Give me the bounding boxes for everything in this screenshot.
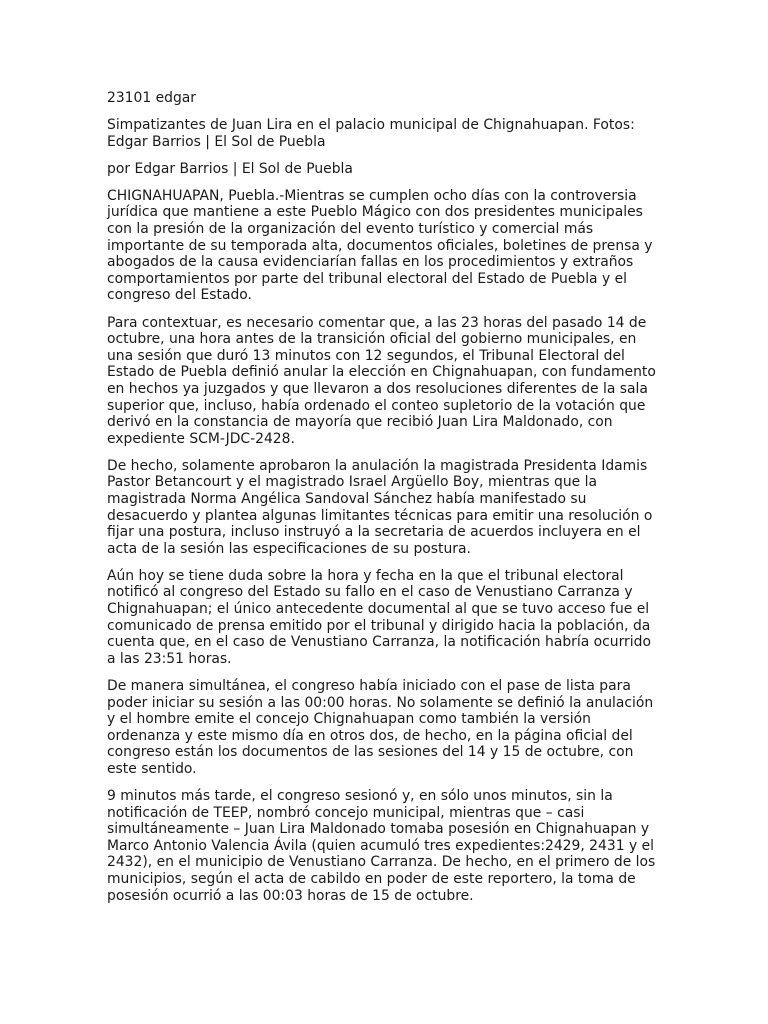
photo-caption: Simpatizantes de Juan Lira en el palacio municipal de Chignahuapan. Fotos: Edgar Barrios | El Sol de Puebla: [107, 117, 635, 150]
header-line: 23101 edgar: [107, 90, 197, 106]
paragraph: De manera simultánea, el congreso había iniciado con el pase de lista para poder iniciar su sesión a las 00:00 horas. No solamente se definió la anulación y el hombre emite el concejo Chignahuapan como también la versión ordenanza y este mismo día en otros dos, de hecho, en la página oficial del congreso están los documentos de las sesiones del 14 y 15 de octubre, con este sentido.: [107, 677, 654, 777]
paragraph: CHIGNAHUAPAN, Puebla.-Mientras se cumplen ocho días con la controversia jurídica que mantiene a este Pueblo Mágico con dos presidentes municipales con la presión de la organización del evento turístico y comercial más importante de su temporada alta, documentos oficiales, boletines de prensa y abogados de la causa evidenciarían fallas en los procedimientos y extraños comportamientos por parte del tribunal electoral del Estado de Puebla y el congreso del Estado.: [107, 187, 653, 304]
byline: por Edgar Barrios | El Sol de Puebla: [107, 160, 353, 177]
document-body: [107, 90, 663, 915]
paragraph: De hecho, solamente aprobaron la anulación la magistrada Presidenta Idamis Pastor Betancourt y el magistrado Israel Argüello Boy, mientras que la magistrada Norma Angélica Sandoval Sánchez había manifestado su desacuerdo y plantea algunas limitantes técnicas para emitir una resolución o fijar una postura, incluso instruyó a la secretaria de acuerdos incluyera en el acta de la sesión las especificaciones de su postura.: [107, 457, 653, 557]
paragraph: 9 minutos más tarde, el congreso sesionó y, en sólo unos minutos, sin la notificación de TEEP, nombró concejo municipal, mientras que – casi simultáneamente – Juan Lira Maldonado tomaba posesión en Chignahuapan y Marco Antonio Valencia Ávila (quien acumuló tres expedientes:2429, 2431 y el 2432), en el municipio de Venustiano Carranza. De hecho, en el primero de los municipios, según el acta de cabildo en poder de este reportero, la toma de posesión ocurrió a las 00:03 horas de 15 de octubre.: [107, 787, 656, 904]
paragraph: Para contextuar, es necesario comentar que, a las 23 horas del pasado 14 de octubre, una hora antes de la transición oficial del gobierno municipales, en una sesión que duró 13 minutos con 12 segundos, el Tribunal Electoral del Estado de Puebla definió anular la elección en Chignahuapan, con fundamento en hechos ya juzgados y que llevaron a dos resoluciones diferentes de la sala superior que, incluso, había ordenado el conteo supletorio de la votación que derivó en la constancia de mayoría que recibió Juan Lira Maldonado, con expediente SCM-JDC-2428.: [107, 314, 656, 447]
paragraph: Aún hoy se tiene duda sobre la hora y fecha en la que el tribunal electoral notificó al congreso del Estado su fallo en el caso de Venustiano Carranza y Chignahuapan; el único antecedente documental al que se tuvo acceso fue el comunicado de prensa emitido por el tribunal y dirigido hacia la población, da cuenta que, en el caso de Venustiano Carranza, la notificación habría ocurrido a las 23:51 horas.: [107, 567, 651, 667]
